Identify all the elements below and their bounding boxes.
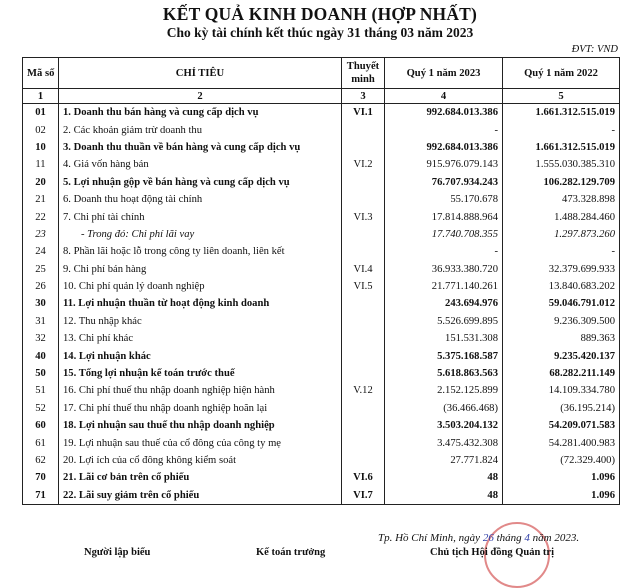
row-q1-2023: 36.933.380.720 <box>385 261 503 278</box>
row-q1-2022: - <box>503 121 620 138</box>
row-q1-2023: 27.771.824 <box>385 452 503 469</box>
report-title: KẾT QUẢ KINH DOANH (HỢP NHẤT) <box>162 4 478 24</box>
row-code: 25 <box>23 261 59 278</box>
row-q1-2023: 151.531.308 <box>385 330 503 347</box>
row-note <box>342 295 385 312</box>
row-q1-2022: 9.235.420.137 <box>503 347 620 364</box>
row-item: 17. Chi phí thuế thu nhập doanh nghiệp hoãn lại <box>59 400 342 417</box>
row-q1-2022: 54.281.400.983 <box>503 434 620 451</box>
table-row <box>23 104 620 122</box>
row-q1-2022: 473.328.898 <box>503 191 620 208</box>
table-row <box>23 278 620 295</box>
row-code: 30 <box>23 295 59 312</box>
table-row <box>23 452 620 469</box>
row-q1-2022: 68.282.211.149 <box>503 365 620 382</box>
table-row <box>23 487 620 505</box>
table-row <box>23 139 620 156</box>
signing-year: năm 2023. <box>532 532 580 544</box>
row-item: 7. Chi phí tài chính <box>59 208 342 225</box>
row-note: VI.2 <box>342 156 385 173</box>
row-item: 21. Lãi cơ bản trên cổ phiếu <box>59 469 342 486</box>
row-q1-2023: 5.618.863.563 <box>385 365 503 382</box>
row-note <box>342 121 385 138</box>
row-q1-2022: 106.282.129.709 <box>503 174 620 191</box>
row-code: 32 <box>23 330 59 347</box>
table-row <box>23 469 620 486</box>
row-q1-2022: 1.661.312.515.019 <box>503 139 620 156</box>
row-q1-2023: 5.375.168.587 <box>385 347 503 364</box>
row-code: 70 <box>23 469 59 486</box>
row-code: 60 <box>23 417 59 434</box>
row-note <box>342 365 385 382</box>
header-note: Thuyết minh <box>342 58 385 89</box>
table-row <box>23 208 620 225</box>
row-note <box>342 226 385 243</box>
header-q1-2023: Quý 1 năm 2023 <box>385 58 503 89</box>
row-note <box>342 174 385 191</box>
row-q1-2023: 915.976.079.143 <box>385 156 503 173</box>
row-q1-2023: 48 <box>385 487 503 505</box>
column-number-row <box>23 89 620 104</box>
row-q1-2023: (36.466.468) <box>385 400 503 417</box>
row-q1-2023: 5.526.699.895 <box>385 313 503 330</box>
column-number: 5 <box>503 89 620 104</box>
row-note <box>342 347 385 364</box>
row-code: 22 <box>23 208 59 225</box>
table-row <box>23 417 620 434</box>
row-q1-2022: 13.840.683.202 <box>503 278 620 295</box>
row-q1-2022: 1.661.312.515.019 <box>503 104 620 122</box>
table-row <box>23 295 620 312</box>
table-row <box>23 191 620 208</box>
row-item: 9. Chi phí bán hàng <box>59 261 342 278</box>
row-q1-2023: 992.684.013.386 <box>385 104 503 122</box>
row-q1-2022: 889.363 <box>503 330 620 347</box>
row-q1-2023: 17.740.708.355 <box>385 226 503 243</box>
table-row <box>23 121 620 138</box>
row-q1-2023: 3.475.432.308 <box>385 434 503 451</box>
row-code: 26 <box>23 278 59 295</box>
row-note <box>342 191 385 208</box>
row-code: 31 <box>23 313 59 330</box>
row-item: 12. Thu nhập khác <box>59 313 342 330</box>
row-note: V.12 <box>342 382 385 399</box>
row-q1-2023: 17.814.888.964 <box>385 208 503 225</box>
row-q1-2023: 21.771.140.261 <box>385 278 503 295</box>
row-note <box>342 313 385 330</box>
row-item: 3. Doanh thu thuần về bán hàng và cung cấp dịch vụ <box>59 139 342 156</box>
row-item: 10. Chi phí quản lý doanh nghiệp <box>59 278 342 295</box>
place-prefix: Tp. Hồ Chí Minh, ngày <box>378 532 481 544</box>
row-note <box>342 417 385 434</box>
row-code: 40 <box>23 347 59 364</box>
row-code: 20 <box>23 174 59 191</box>
preparer-label: Người lập biểu <box>84 547 151 558</box>
row-q1-2022: 54.209.071.583 <box>503 417 620 434</box>
row-note <box>342 243 385 260</box>
row-item: 16. Chi phí thuế thu nhập doanh nghiệp hiện hành <box>59 382 342 399</box>
row-code: 21 <box>23 191 59 208</box>
table-header-row <box>23 58 620 89</box>
handwritten-month: 4 <box>524 532 530 544</box>
row-q1-2022: (72.329.400) <box>503 452 620 469</box>
header-item: CHỈ TIÊU <box>59 58 342 89</box>
table-row <box>23 365 620 382</box>
row-note: VI.4 <box>342 261 385 278</box>
row-q1-2023: - <box>385 243 503 260</box>
table-row <box>23 156 620 173</box>
table-row <box>23 330 620 347</box>
row-q1-2022: 14.109.334.780 <box>503 382 620 399</box>
row-note <box>342 434 385 451</box>
row-q1-2022: 1.096 <box>503 469 620 486</box>
row-item: 19. Lợi nhuận sau thuế của cổ đông của công ty mẹ <box>59 434 342 451</box>
table-row <box>23 400 620 417</box>
row-q1-2023: - <box>385 121 503 138</box>
header-q1-2022: Quý 1 năm 2022 <box>503 58 620 89</box>
row-note <box>342 452 385 469</box>
row-q1-2022: 9.236.309.500 <box>503 313 620 330</box>
table-row <box>23 313 620 330</box>
row-item: 11. Lợi nhuận thuần từ hoạt động kinh doanh <box>59 295 342 312</box>
row-q1-2022: 1.555.030.385.310 <box>503 156 620 173</box>
row-item: - Trong đó: Chi phí lãi vay <box>59 226 342 243</box>
header-code: Mã số <box>23 58 59 89</box>
row-q1-2023: 48 <box>385 469 503 486</box>
row-q1-2023: 243.694.976 <box>385 295 503 312</box>
row-item: 1. Doanh thu bán hàng và cung cấp dịch vụ <box>59 104 342 122</box>
column-number: 1 <box>23 89 59 104</box>
income-statement-table <box>22 57 620 505</box>
table-row <box>23 243 620 260</box>
row-item: 20. Lợi ích của cổ đông không kiểm soát <box>59 452 342 469</box>
row-q1-2022: 1.096 <box>503 487 620 505</box>
column-number: 3 <box>342 89 385 104</box>
row-code: 10 <box>23 139 59 156</box>
chief-accountant-label: Kế toán trưởng <box>256 547 326 558</box>
row-code: 01 <box>23 104 59 122</box>
row-code: 02 <box>23 121 59 138</box>
row-code: 23 <box>23 226 59 243</box>
row-q1-2023: 55.170.678 <box>385 191 503 208</box>
row-q1-2022: (36.195.214) <box>503 400 620 417</box>
row-code: 50 <box>23 365 59 382</box>
row-q1-2022: 59.046.791.012 <box>503 295 620 312</box>
row-note <box>342 400 385 417</box>
row-code: 71 <box>23 487 59 505</box>
currency-unit: ĐVT: VND <box>571 44 618 55</box>
row-code: 51 <box>23 382 59 399</box>
row-q1-2022: - <box>503 243 620 260</box>
table-row <box>23 174 620 191</box>
row-code: 24 <box>23 243 59 260</box>
table-row <box>23 434 620 451</box>
row-item: 4. Giá vốn hàng bán <box>59 156 342 173</box>
column-number: 2 <box>59 89 342 104</box>
table-row <box>23 226 620 243</box>
signing-place-date <box>378 532 579 544</box>
row-code: 52 <box>23 400 59 417</box>
column-number: 4 <box>385 89 503 104</box>
row-item: 5. Lợi nhuận gộp về bán hàng và cung cấp dịch vụ <box>59 174 342 191</box>
row-note: VI.1 <box>342 104 385 122</box>
row-q1-2023: 76.707.934.243 <box>385 174 503 191</box>
row-q1-2022: 32.379.699.933 <box>503 261 620 278</box>
table-row <box>23 347 620 364</box>
handwritten-day: 26 <box>482 532 494 544</box>
row-note <box>342 330 385 347</box>
row-q1-2022: 1.488.284.460 <box>503 208 620 225</box>
row-note: VI.6 <box>342 469 385 486</box>
row-code: 62 <box>23 452 59 469</box>
row-item: 13. Chi phí khác <box>59 330 342 347</box>
row-item: 18. Lợi nhuận sau thuế thu nhập doanh nghiệp <box>59 417 342 434</box>
row-item: 2. Các khoản giảm trừ doanh thu <box>59 121 342 138</box>
table-row <box>23 261 620 278</box>
row-item: 8. Phần lãi hoặc lỗ trong công ty liên doanh, liên kết <box>59 243 342 260</box>
row-item: 6. Doanh thu hoạt động tài chính <box>59 191 342 208</box>
row-q1-2023: 2.152.125.899 <box>385 382 503 399</box>
report-subtitle: Cho kỳ tài chính kết thúc ngày 31 tháng 03 năm 2023 <box>166 25 474 40</box>
row-note: VI.7 <box>342 487 385 505</box>
month-word: tháng <box>496 532 522 544</box>
row-note: VI.5 <box>342 278 385 295</box>
table-body <box>23 104 620 505</box>
row-note: VI.3 <box>342 208 385 225</box>
row-code: 61 <box>23 434 59 451</box>
row-item: 14. Lợi nhuận khác <box>59 347 342 364</box>
row-q1-2023: 992.684.013.386 <box>385 139 503 156</box>
row-item: 22. Lãi suy giảm trên cổ phiếu <box>59 487 342 505</box>
row-note <box>342 139 385 156</box>
row-q1-2023: 3.503.204.132 <box>385 417 503 434</box>
row-code: 11 <box>23 156 59 173</box>
row-item: 15. Tổng lợi nhuận kế toán trước thuế <box>59 365 342 382</box>
row-q1-2022: 1.297.873.260 <box>503 226 620 243</box>
chairman-label: Chủ tịch Hội đồng Quản trị <box>430 547 554 558</box>
table-row <box>23 382 620 399</box>
